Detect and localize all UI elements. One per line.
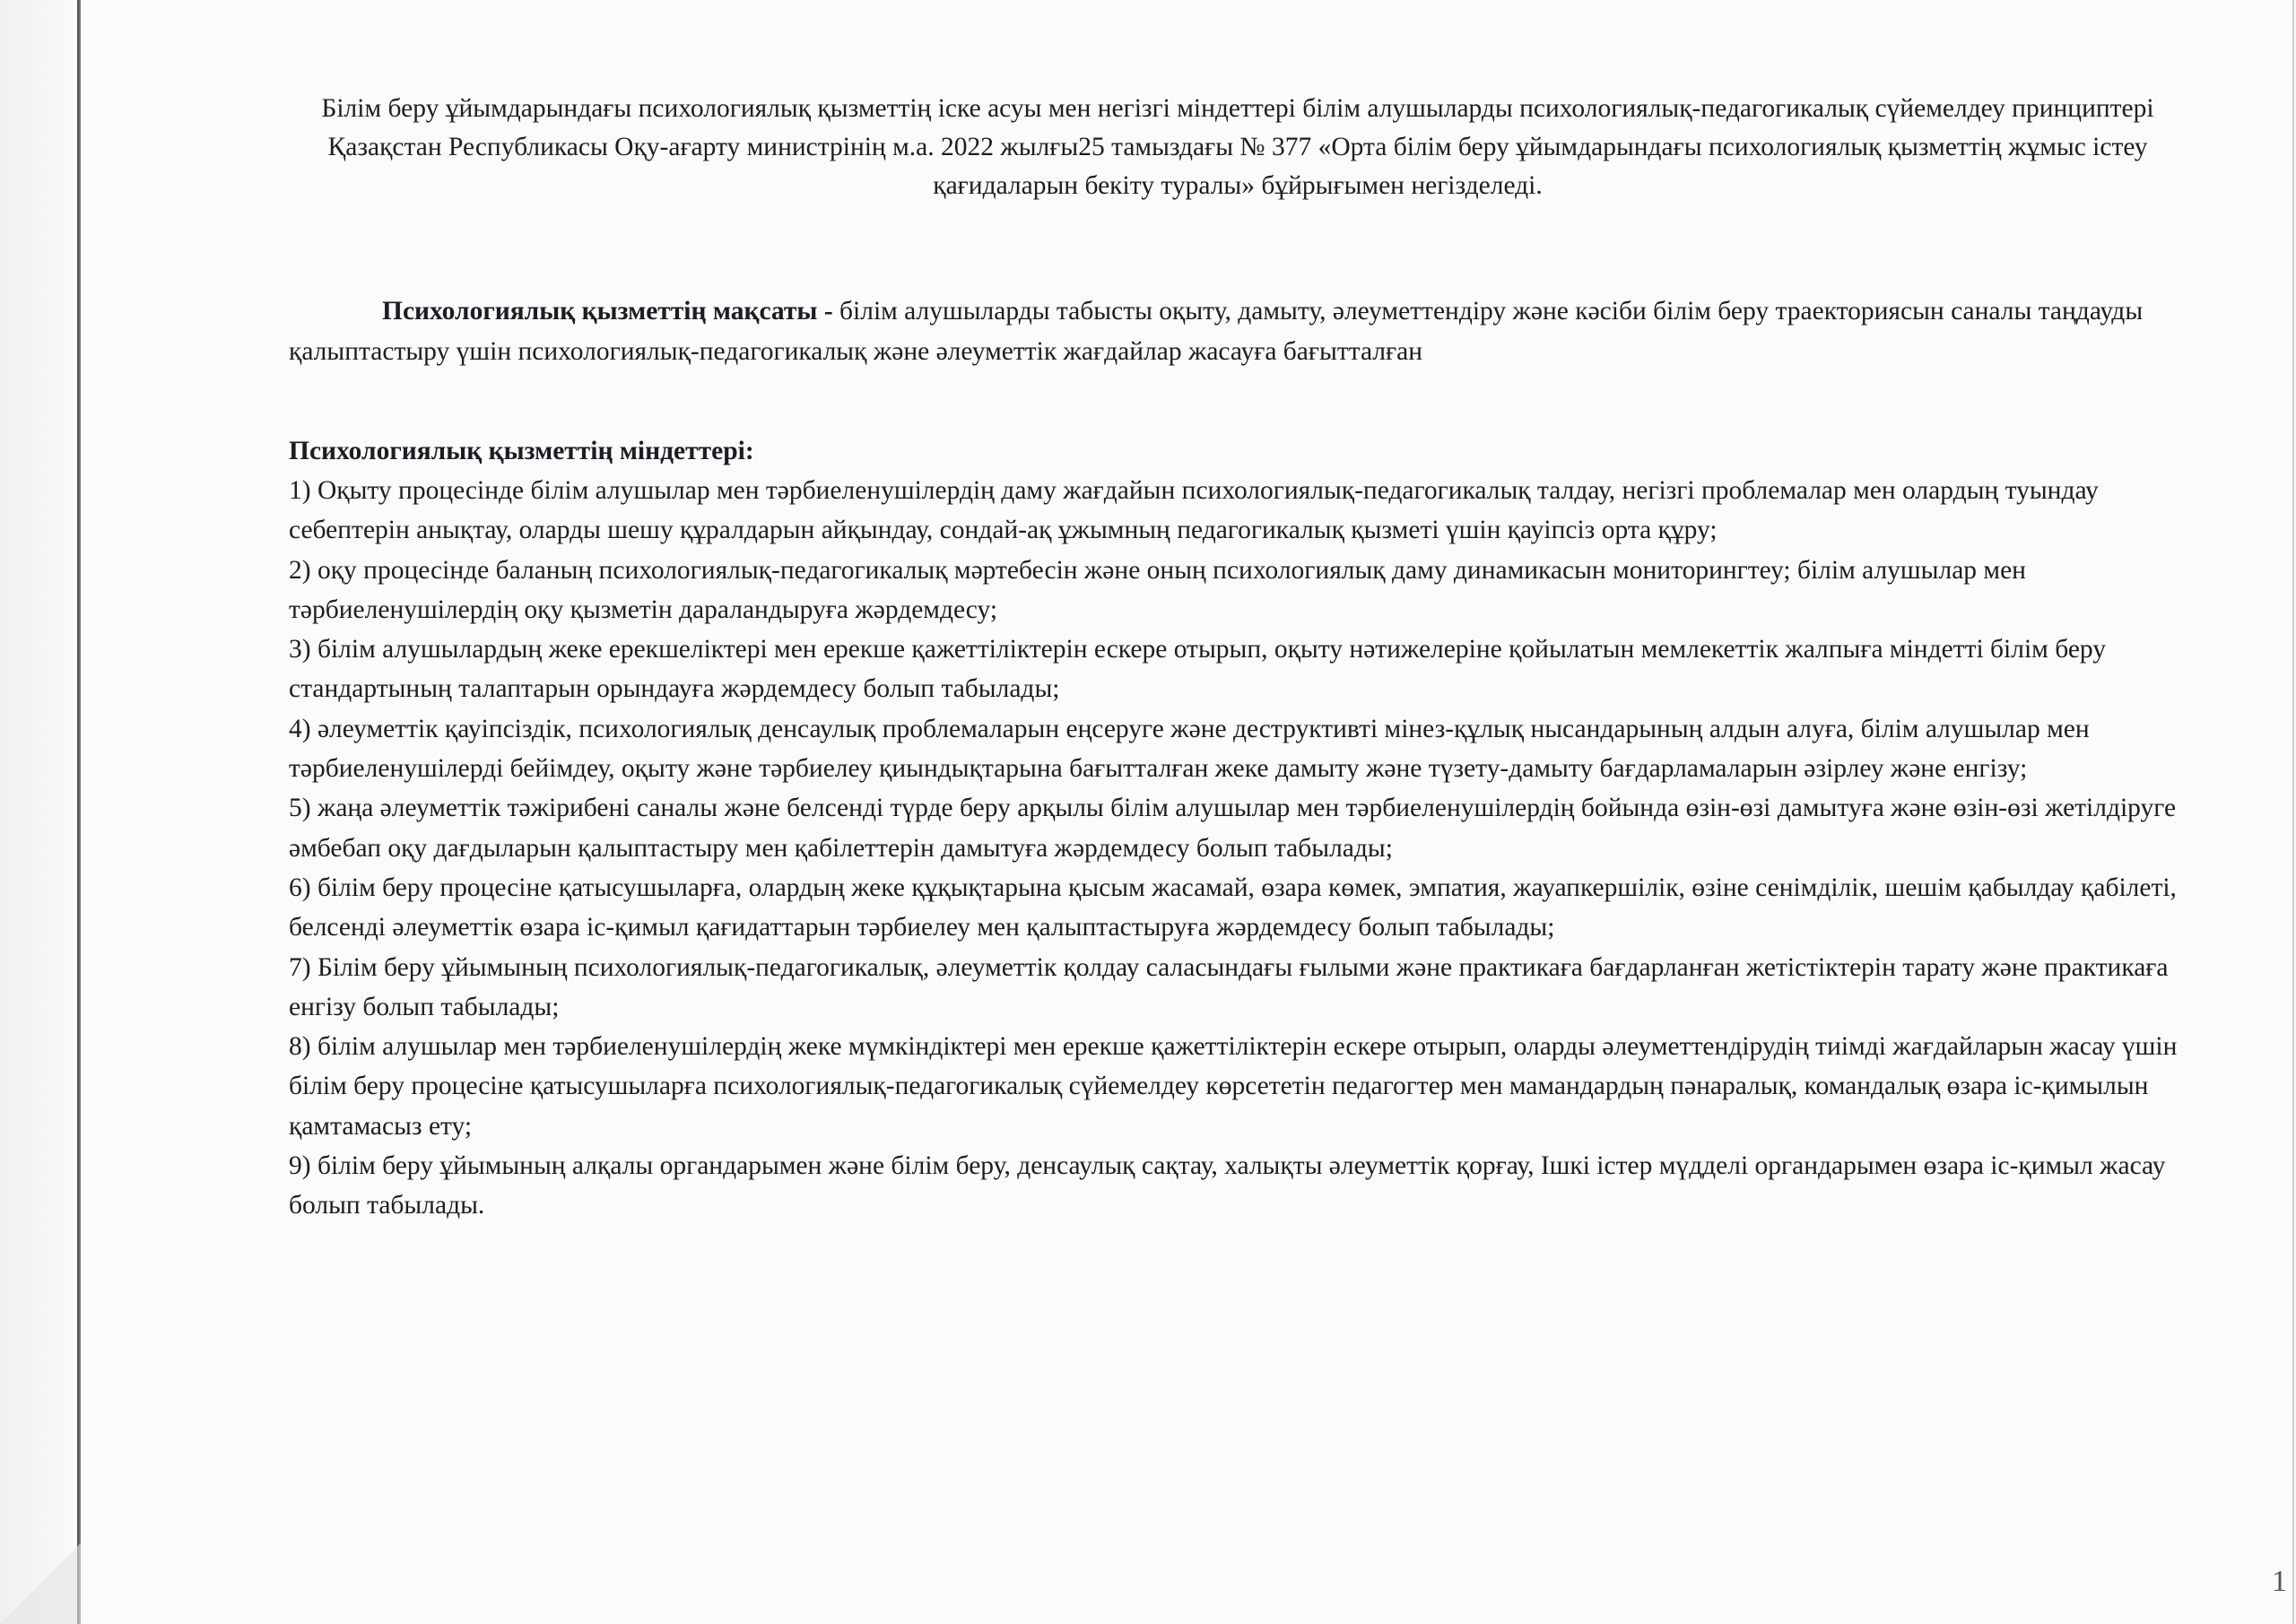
scan-page-edge [77,0,81,1624]
task-item-5: 5) жаңа әлеуметтік тәжірибені саналы және белсенді түрде беру арқылы білім алушылар мен тәрбиеленушілердің бойында өзін-өзі дамытуға және өзін-өзі жетілдіруге әмбебап оқу дағдыларын қалыптастыру мен қабілеттерін дамытуға жәрдемдесу болып табылады; [289,794,2177,863]
goal-label: Психологиялық қызметтің мақсаты - [382,297,833,326]
task-item-2: 2) оқу процесінде баланың психологиялық-педагогикалық мәртебесін және оның психологиялық даму динамикасын мониторингтеу; білім алушылар мен тәрбиеленушілердің оқу қызметін дараландыруға жәрдемдесу; [289,555,2026,624]
page-number: 1 [2272,1565,2287,1598]
task-item-8: 8) білім алушылар мен тәрбиеленушілердің жеке мүмкіндіктері мен ерекше қажеттіліктерін ескере отырып, оларды әлеуметтендірудің тиімді жағдайларын жасау үшін білім беру процесіне қатысушыларға психологиялық-педагогикалық сүйемелдеу көрсететін педагогтер мен мамандардың пәнаралық, командалық өзара іс-қимылын қамтамасыз ету; [289,1032,2178,1141]
task-item-4: 4) әлеуметтік қауіпсіздік, психологиялық денсаулық проблемаларын еңсеруге және деструктивті мінез-құлық нысандарының алдын алуға, білім алушылар мен тәрбиеленушілерді бейімдеу, оқыту және тәрбиелеу қиындықтарына бағытталған жеке дамыту және түзету-дамыту бағдарламаларын әзірлеу және енгізу; [289,714,2090,784]
task-item-1: 1) Оқыту процесінде білім алушылар мен тәрбиеленушілердің даму жағдайын психологиялық-педагогикалық талдау, негізгі проблемалар мен олардың туындау себептерін анықтау, оларды шешу құралдарын айқындау, сондай-ақ ұжымның педагогикалық қызметі үшін қауіпсіз орта құру; [289,476,2099,545]
intro-paragraph: Білім беру ұйымдарындағы психологиялық қызметтің іске асуы мен негізгі міндеттері білім алушыларды психологиялық-педагогикалық сүйемелдеу принциптері Қазақстан Республикасы Оқу-ағарту министрінің м.а. 2022 жылғы25 тамыздағы № 377 «Орта білім беру ұйымдарындағы психологиялық қызметтің жұмыс істеу қағидаларын бекіту туралы» бұйрығымен негізделеді. [321,94,2154,200]
document-page [289,90,2181,1226]
scan-page-edge-right [2292,0,2294,1624]
goal-text: білім алушыларды табысты оқыту, дамыту, әлеуметтендіру және кәсіби білім беру траекториясын саналы таңдауды қалыптастыру үшін психологиялық-педагогикалық және әлеуметтік жағдайлар жасауға бағытталған [289,297,2144,366]
scan-folded-corner [0,1543,81,1624]
task-item-9: 9) білім беру ұйымының алқалы органдарымен және білім беру, денсаулық сақтау, халықты әлеуметтік қорғау, Ішкі істер мүдделі органдарымен өзара іс-қимыл жасау болып табылады. [289,1151,2166,1220]
task-item-7: 7) Білім беру ұйымының психологиялық-педагогикалық, әлеуметтік қолдау саласындағы ғылыми және практикаға бағдарланған жетістіктерін тарату және практикаға енгізу болып табылады; [289,952,2169,1021]
task-list [289,471,2181,1226]
scan-shadow [0,0,77,1624]
goal-paragraph [289,291,2181,372]
task-item-6: 6) білім беру процесіне қатысушыларға, олардың жеке құқықтарына қысым жасамай, өзара көмек, эмпатия, жауапкершілік, өзіне сенімділік, шешім қабылдау қабілеті, белсенді әлеуметтік өзара іс-қимыл қағидаттарын тәрбиелеу мен қалыптастыруға жәрдемдесу болып табылады; [289,873,2177,942]
task-item-3: 3) білім алушылардың жеке ерекшеліктері мен ерекше қажеттіліктерін ескере отырып, оқыту нәтижелеріне қойылатын мемлекеттік жалпыға міндетті білім беру стандартының талаптарын орындауға жәрдемдесу болып табылады; [289,635,2107,704]
tasks-heading: Психологиялық қызметтің міндеттері: [289,437,754,465]
